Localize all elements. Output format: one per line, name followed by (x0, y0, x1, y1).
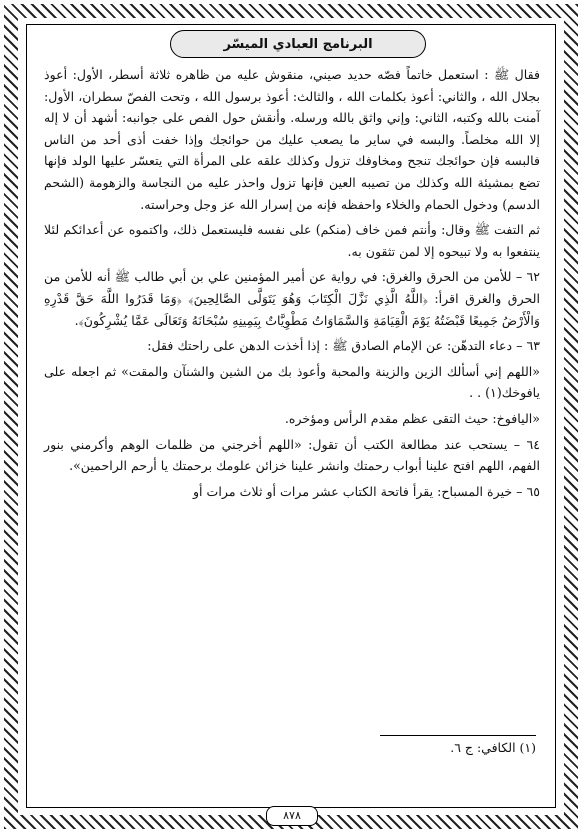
paragraph-63-anointing: ٦٣ – دعاء التدهّن: عن الإمام الصادق ﷺ : إذا أخذت الدهن على راحتك فقل: (147, 338, 540, 354)
paragraph-secrecy: ثم التفت ﷺ وقال: وأنتم فمن خاف (منكم) على نفسه فليستعمل ذلك، واكتموه عن أعدائكم لئلا ينتفعوا به ولا تبيحوه إلا لمن تثقون به. (44, 222, 540, 259)
header-title: البرنامج العبادي الميسّر (223, 36, 373, 52)
page-header (170, 30, 426, 58)
paragraph-65-rosary: ٦٥ – خيرة المسباح: يقرأ فاتحة الكتاب عشر مرات أو ثلاث مرات أو (192, 483, 540, 499)
paragraph-62-fire-drowning: ٦٢ – للأمن من الحرق والغرق: في رواية عن أمير المؤمنين علي بن أبي طالب ﷺ أنه للأمن من الحرق والغرق اقرأ: ﴿اللَّهُ الَّذِي نَزَّلَ الْكِتَابَ وَهُوَ يَتَوَلَّى الصَّالِحِينَ﴾ ﴿وَمَا قَدَرُوا اللَّهَ حَقَّ قَدْرِهِ وَالْأَرْضُ جَمِيعًا قَبْضَتُهُ يَوْمَ الْقِيَامَةِ وَالسَّمَاوَاتُ مَطْوِيَّاتٌ بِيَمِينِهِ سُبْحَانَهُ وَتَعَالَى عَمَّا يُشْرِكُونَ﴾. (44, 269, 540, 328)
paragraph-anointing-prayer: «اللهم إني أسألك الزين والزينة والمحبة وأعوذ بك من الشين والشنآن والمقت» ثم اجعله على يافوخك(١) . . (44, 363, 540, 401)
page-body (44, 64, 540, 506)
paragraph-yafukh-definition: «اليافوخ: حيث التقى عظم مقدم الرأس ومؤخره. (284, 410, 540, 426)
paragraph-64-reading-books: ٦٤ – يستحب عند مطالعة الكتب أن تقول: «اللهم أخرجني من ظلمات الوهم وأكرمني بنور الفهم، اللهم افتح علينا أبواب رحمتك وانشر علينا خزائن علومك برحمتك يا أرحم الراحمين». (44, 436, 540, 474)
paragraph-ring-instructions: فقال ﷺ : استعمل خاتماً فصّه حديد صيني، منقوش عليه من ظاهره ثلاثة أسطر، الأول: أعوذ بجلال الله ، والثاني: أعوذ بكلمات الله ، والثالث: أعوذ برسول الله ، وتحت الفصّ سطران، الأول: آمنت بالله وكتبه، الثاني: وإني واثق بالله ورسله. وأنقش حول الفص على جوانبه: أشهد أن لا إله إلا الله مخلصاً. والبسه في ساير ما يصعب عليك من حوائجك وإذا خفت أذى أحد من الناس فالبسه فإن حوائجك تنجح ومخاوفك تزول وكذلك علقه على المرأة التي يتعسّر عليها الولد فإنها تضع بمشيئة الله وكذلك من تصيبه العين فإنها تزول واحذر عليه من النجاسة والزهومة (الشحم الدسم) ودخول الحمام والخلاء واحفظه فإنه من إسرار الله عز وجل وحراسته. (44, 67, 540, 212)
footnote: (١) الكافي: ج ٦. (450, 740, 536, 755)
page-number: ٨٧٨ (266, 806, 318, 826)
footnote-divider (380, 735, 536, 736)
